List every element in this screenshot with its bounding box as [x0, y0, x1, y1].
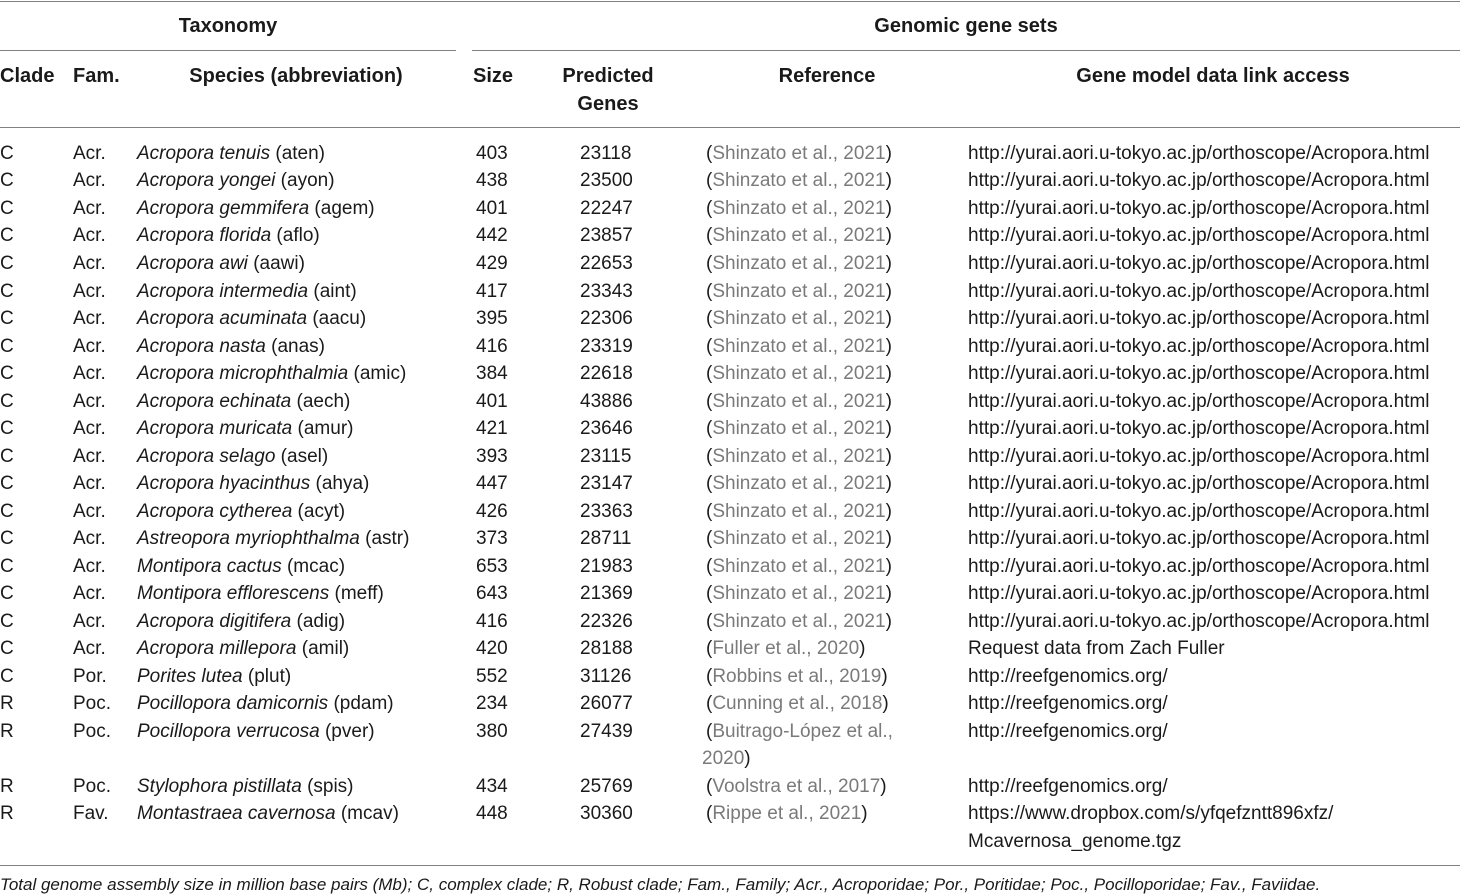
cell-reference[interactable]: (Shinzato et al., 2021) — [706, 611, 892, 632]
data-link[interactable]: http://yurai.aori.u-tokyo.ac.jp/orthoscope/Acropora.html — [968, 336, 1430, 357]
cell-species — [137, 336, 325, 358]
reference-link[interactable]: Shinzato et al., 2021 — [712, 583, 886, 604]
cell-species — [137, 666, 291, 688]
species-binomial-genus: Acropora — [137, 336, 215, 357]
reference-link[interactable]: Shinzato et al., 2021 — [712, 308, 886, 329]
cell-family: Acr. — [73, 528, 106, 549]
reference-link[interactable]: Shinzato et al., 2021 — [712, 336, 886, 357]
table-footnote: Total genome assembly size in million base pairs (Mb); C, complex clade; R, Robust clade; Fam., Family; Acr., Acroporidae; Por., Poritidae; Poc., Pocilloporidae; Fav., Faviidae. — [0, 875, 1321, 894]
species-binomial-epithet: digitifera — [219, 611, 292, 632]
cell-reference[interactable]: (Shinzato et al., 2021) — [706, 473, 892, 494]
cell-reference[interactable]: (Shinzato et al., 2021) — [706, 336, 892, 357]
species-abbreviation: (pdam) — [333, 693, 394, 714]
cell-species — [137, 281, 357, 303]
reference-link[interactable]: Shinzato et al., 2021 — [712, 143, 886, 164]
species-binomial-genus: Acropora — [137, 281, 215, 302]
species-abbreviation: (aflo) — [276, 225, 320, 246]
cell-predicted-genes: 43886 — [580, 391, 633, 412]
col-header-reference: Reference — [778, 65, 876, 87]
data-access-note: Request data from Zach Fuller — [968, 638, 1225, 659]
cell-predicted-genes: 23118 — [580, 143, 632, 164]
species-binomial-epithet: lutea — [201, 666, 243, 687]
species-binomial-epithet: verrucosa — [236, 721, 320, 742]
cell-size: 643 — [476, 583, 508, 604]
data-link[interactable]: http://yurai.aori.u-tokyo.ac.jp/orthoscope/Acropora.html — [968, 170, 1430, 191]
cell-clade: C — [0, 556, 14, 577]
species-binomial-genus: Acropora — [137, 308, 215, 329]
species-binomial-genus: Acropora — [137, 225, 215, 246]
cell-size: 434 — [476, 776, 508, 797]
species-binomial-epithet: tenuis — [219, 143, 271, 164]
cell-size: 653 — [476, 556, 508, 577]
cell-size: 384 — [476, 363, 508, 384]
cell-predicted-genes: 23646 — [580, 418, 633, 439]
species-abbreviation: (agem) — [314, 198, 375, 219]
reference-link[interactable]: Shinzato et al., 2021 — [712, 473, 886, 494]
cell-reference[interactable]: (Shinzato et al., 2021) — [706, 501, 892, 522]
species-abbreviation: (mcav) — [340, 803, 399, 824]
species-binomial-epithet: florida — [219, 225, 272, 246]
cell-predicted-genes: 30360 — [580, 803, 633, 824]
species-binomial-genus: Montipora — [137, 583, 222, 604]
cell-reference[interactable]: (Shinzato et al., 2021) — [706, 308, 892, 329]
cell-clade: R — [0, 693, 14, 714]
species-binomial-epithet: awi — [219, 253, 248, 274]
cell-reference[interactable]: (Shinzato et al., 2021) — [706, 446, 892, 467]
species-binomial-genus: Acropora — [137, 143, 215, 164]
cell-size: 395 — [476, 308, 508, 329]
reference-link[interactable]: Shinzato et al., 2021 — [712, 556, 886, 577]
reference-link[interactable]: Shinzato et al., 2021 — [712, 281, 886, 302]
cell-family: Poc. — [73, 693, 112, 714]
cell-clade: C — [0, 501, 14, 522]
cell-species — [137, 308, 366, 330]
species-binomial-genus: Acropora — [137, 363, 215, 384]
cell-predicted-genes: 23857 — [580, 225, 633, 246]
species-binomial-epithet: echinata — [219, 391, 292, 412]
species-abbreviation: (aint) — [313, 281, 357, 302]
cell-reference[interactable]: (Shinzato et al., 2021) — [706, 528, 892, 549]
data-link[interactable]: http://reefgenomics.org/ — [968, 776, 1168, 797]
cell-size: 448 — [476, 803, 508, 824]
species-binomial-epithet: myriophthalma — [235, 528, 360, 549]
cell-reference[interactable]: (Buitrago-López et al., — [706, 721, 893, 742]
cell-species — [137, 253, 305, 275]
data-link-continued[interactable]: Mcavernosa_genome.tgz — [968, 831, 1182, 852]
species-abbreviation: (ahya) — [315, 473, 370, 494]
cell-predicted-genes: 31126 — [580, 666, 632, 687]
cell-family: Acr. — [73, 556, 106, 577]
cell-predicted-genes: 23319 — [580, 336, 633, 357]
top-rule — [0, 1, 1460, 2]
cell-predicted-genes: 22306 — [580, 308, 633, 329]
data-link[interactable]: http://yurai.aori.u-tokyo.ac.jp/orthoscope/Acropora.html — [968, 198, 1430, 219]
cell-size: 401 — [476, 198, 508, 219]
species-binomial-epithet: intermedia — [219, 281, 309, 302]
reference-link[interactable]: Buitrago-López et al., — [712, 721, 893, 742]
species-abbreviation: (amil) — [301, 638, 350, 659]
cell-species — [137, 170, 335, 192]
cell-predicted-genes: 22618 — [580, 363, 633, 384]
cell-reference[interactable]: (Shinzato et al., 2021) — [706, 583, 892, 604]
cell-reference[interactable]: (Shinzato et al., 2021) — [706, 418, 892, 439]
data-link[interactable]: http://yurai.aori.u-tokyo.ac.jp/orthoscope/Acropora.html — [968, 308, 1430, 329]
cell-clade: R — [0, 803, 14, 824]
cell-species — [137, 225, 320, 247]
species-binomial-epithet: efflorescens — [226, 583, 330, 604]
cell-family: Acr. — [73, 253, 106, 274]
cell-predicted-genes: 23343 — [580, 281, 633, 302]
cell-predicted-genes: 28711 — [580, 528, 632, 549]
reference-link[interactable]: Fuller et al., 2020 — [712, 638, 860, 659]
cell-family: Acr. — [73, 501, 106, 522]
cell-size: 373 — [476, 528, 508, 549]
cell-species — [137, 693, 394, 715]
cell-family: Acr. — [73, 308, 106, 329]
cell-clade: C — [0, 418, 14, 439]
cell-species — [137, 638, 349, 660]
cell-size: 420 — [476, 638, 508, 659]
cell-size: 416 — [476, 336, 508, 357]
cell-species — [137, 198, 375, 220]
cell-size: 447 — [476, 473, 508, 494]
data-link[interactable]: http://yurai.aori.u-tokyo.ac.jp/orthoscope/Acropora.html — [968, 363, 1430, 384]
cell-clade: C — [0, 170, 14, 191]
data-link[interactable]: http://reefgenomics.org/ — [968, 666, 1168, 687]
cell-size: 416 — [476, 611, 508, 632]
data-link[interactable]: http://yurai.aori.u-tokyo.ac.jp/orthoscope/Acropora.html — [968, 253, 1430, 274]
cell-family: Acr. — [73, 611, 106, 632]
species-abbreviation: (astr) — [365, 528, 410, 549]
data-link[interactable]: http://yurai.aori.u-tokyo.ac.jp/orthoscope/Acropora.html — [968, 418, 1430, 439]
cell-family: Acr. — [73, 418, 106, 439]
cell-clade: C — [0, 473, 14, 494]
species-binomial-genus: Pocillopora — [137, 693, 231, 714]
col-header-link: Gene model data link access — [1076, 65, 1350, 87]
cell-family: Acr. — [73, 281, 106, 302]
col-header-size: Size — [472, 65, 514, 87]
cell-family: Acr. — [73, 363, 106, 384]
cell-size: 417 — [476, 281, 508, 302]
species-binomial-epithet: pistillata — [233, 776, 302, 797]
cell-clade: R — [0, 721, 14, 742]
species-abbreviation: (acyt) — [297, 501, 346, 522]
cell-family: Acr. — [73, 198, 106, 219]
col-header-clade: Clade — [0, 65, 55, 87]
cell-family: Acr. — [73, 143, 106, 164]
reference-link[interactable]: Cunning et al., 2018 — [712, 693, 883, 714]
species-binomial-epithet: millepora — [219, 638, 297, 659]
species-binomial-genus: Acropora — [137, 170, 215, 191]
cell-clade: C — [0, 611, 14, 632]
cell-clade: C — [0, 225, 14, 246]
cell-predicted-genes: 22326 — [580, 611, 633, 632]
species-binomial-epithet: yongei — [219, 170, 276, 191]
cell-family: Acr. — [73, 446, 106, 467]
cell-clade: C — [0, 198, 14, 219]
cell-predicted-genes: 23115 — [580, 446, 632, 467]
cell-species — [137, 528, 409, 550]
cell-reference[interactable]: (Shinzato et al., 2021) — [706, 198, 892, 219]
cell-species — [137, 721, 375, 743]
reference-link[interactable]: Shinzato et al., 2021 — [712, 611, 886, 632]
species-abbreviation: (asel) — [280, 446, 329, 467]
species-binomial-epithet: cactus — [226, 556, 282, 577]
cell-family: Acr. — [73, 225, 106, 246]
species-abbreviation: (aten) — [275, 143, 326, 164]
col-header-family: Fam. — [73, 65, 120, 87]
cell-clade: C — [0, 446, 14, 467]
cell-reference[interactable]: (Shinzato et al., 2021) — [706, 170, 892, 191]
reference-link[interactable]: Shinzato et al., 2021 — [712, 391, 886, 412]
cell-predicted-genes: 21983 — [580, 556, 633, 577]
cell-family: Acr. — [73, 583, 106, 604]
col-header-species: Species (abbreviation) — [189, 65, 403, 87]
data-link[interactable]: http://yurai.aori.u-tokyo.ac.jp/orthoscope/Acropora.html — [968, 391, 1430, 412]
data-link[interactable]: http://yurai.aori.u-tokyo.ac.jp/orthoscope/Acropora.html — [968, 501, 1430, 522]
species-binomial-genus: Montastraea — [137, 803, 243, 824]
data-link[interactable]: http://yurai.aori.u-tokyo.ac.jp/orthoscope/Acropora.html — [968, 556, 1430, 577]
cell-predicted-genes: 22653 — [580, 253, 633, 274]
species-abbreviation: (aacu) — [312, 308, 367, 329]
species-abbreviation: (anas) — [271, 336, 326, 357]
species-binomial-genus: Pocillopora — [137, 721, 231, 742]
data-link[interactable]: http://yurai.aori.u-tokyo.ac.jp/orthoscope/Acropora.html — [968, 528, 1430, 549]
species-binomial-epithet: nasta — [219, 336, 266, 357]
cell-size: 421 — [476, 418, 508, 439]
cell-size: 401 — [476, 391, 508, 412]
species-binomial-genus: Astreopora — [137, 528, 230, 549]
cell-clade: C — [0, 583, 14, 604]
cell-family: Fav. — [73, 803, 109, 824]
cell-clade: C — [0, 528, 14, 549]
table-bottom-rule — [0, 865, 1460, 866]
cell-reference[interactable]: (Fuller et al., 2020) — [706, 638, 866, 659]
cell-size: 442 — [476, 225, 508, 246]
species-abbreviation: (adig) — [296, 611, 346, 632]
cell-clade: C — [0, 281, 14, 302]
cell-predicted-genes: 23500 — [580, 170, 633, 191]
cell-clade: C — [0, 143, 14, 164]
reference-link[interactable]: Shinzato et al., 2021 — [712, 253, 886, 274]
data-link[interactable]: http://yurai.aori.u-tokyo.ac.jp/orthoscope/Acropora.html — [968, 225, 1430, 246]
species-binomial-genus: Montipora — [137, 556, 222, 577]
species-binomial-epithet: cytherea — [219, 501, 293, 522]
col-header-genes: Genes — [577, 93, 639, 115]
cell-clade: C — [0, 638, 14, 659]
cell-family: Acr. — [73, 638, 106, 659]
reference-link[interactable]: Shinzato et al., 2021 — [712, 528, 886, 549]
cell-reference[interactable]: (Shinzato et al., 2021) — [706, 225, 892, 246]
cell-species — [137, 556, 345, 578]
cell-species — [137, 776, 354, 798]
cell-family: Acr. — [73, 391, 106, 412]
reference-link[interactable]: Shinzato et al., 2021 — [712, 501, 886, 522]
data-link[interactable]: http://yurai.aori.u-tokyo.ac.jp/orthoscope/Acropora.html — [968, 446, 1430, 467]
cell-reference[interactable]: (Shinzato et al., 2021) — [706, 363, 892, 384]
cell-predicted-genes: 22247 — [580, 198, 633, 219]
cell-reference[interactable]: (Shinzato et al., 2021) — [706, 391, 892, 412]
cell-species — [137, 446, 328, 468]
cell-species — [137, 143, 325, 165]
cell-family: Poc. — [73, 721, 112, 742]
species-binomial-epithet: hyacinthus — [219, 473, 311, 494]
species-abbreviation: (pver) — [324, 721, 375, 742]
species-binomial-genus: Acropora — [137, 473, 215, 494]
genomic-group-header: Genomic gene sets — [874, 15, 1058, 37]
species-binomial-epithet: damicornis — [236, 693, 329, 714]
reference-link[interactable]: Robbins et al., 2019 — [712, 666, 882, 687]
species-binomial-genus: Stylophora — [137, 776, 228, 797]
genomic-underline — [472, 50, 1460, 51]
species-abbreviation: (spis) — [307, 776, 354, 797]
cell-predicted-genes: 28188 — [580, 638, 633, 659]
cell-species — [137, 583, 384, 605]
reference-link[interactable]: Shinzato et al., 2021 — [712, 225, 886, 246]
cell-species — [137, 391, 350, 413]
cell-species — [137, 473, 369, 495]
species-binomial-genus: Acropora — [137, 611, 215, 632]
species-binomial-epithet: gemmifera — [219, 198, 310, 219]
species-abbreviation: (ayon) — [280, 170, 335, 191]
cell-size: 429 — [476, 253, 508, 274]
cell-reference[interactable]: (Rippe et al., 2021) — [706, 803, 868, 824]
cell-family: Por. — [73, 666, 107, 687]
species-abbreviation: (meff) — [334, 583, 384, 604]
species-binomial-genus: Porites — [137, 666, 197, 687]
species-binomial-genus: Acropora — [137, 501, 215, 522]
cell-size: 234 — [476, 693, 508, 714]
taxonomy-underline — [0, 50, 456, 51]
cell-predicted-genes: 26077 — [580, 693, 633, 714]
data-link[interactable]: http://yurai.aori.u-tokyo.ac.jp/orthoscope/Acropora.html — [968, 143, 1430, 164]
data-link[interactable]: http://yurai.aori.u-tokyo.ac.jp/orthoscope/Acropora.html — [968, 611, 1430, 632]
reference-link[interactable]: Shinzato et al., 2021 — [712, 170, 886, 191]
reference-link[interactable]: Shinzato et al., 2021 — [712, 363, 886, 384]
species-abbreviation: (amur) — [297, 418, 354, 439]
cell-clade: C — [0, 391, 14, 412]
taxonomy-group-header: Taxonomy — [178, 15, 278, 37]
cell-family: Acr. — [73, 170, 106, 191]
cell-species — [137, 418, 353, 440]
species-binomial-genus: Acropora — [137, 418, 215, 439]
species-binomial-epithet: muricata — [219, 418, 293, 439]
reference-link[interactable]: Shinzato et al., 2021 — [712, 418, 886, 439]
reference-link[interactable]: Shinzato et al., 2021 — [712, 198, 886, 219]
reference-link[interactable]: Rippe et al., 2021 — [712, 803, 862, 824]
cell-size: 426 — [476, 501, 508, 522]
reference-link[interactable]: Shinzato et al., 2021 — [712, 446, 886, 467]
species-binomial-genus: Acropora — [137, 198, 215, 219]
data-link[interactable]: https://www.dropbox.com/s/yfqefzntt896xfz/ — [968, 803, 1334, 824]
cell-reference[interactable]: (Robbins et al., 2019) — [706, 666, 888, 687]
data-link[interactable]: http://yurai.aori.u-tokyo.ac.jp/orthoscope/Acropora.html — [968, 473, 1430, 494]
cell-reference[interactable]: (Shinzato et al., 2021) — [706, 143, 892, 164]
cell-clade: C — [0, 336, 14, 357]
data-link[interactable]: http://yurai.aori.u-tokyo.ac.jp/orthoscope/Acropora.html — [968, 583, 1430, 604]
cell-species — [137, 803, 399, 825]
cell-reference[interactable]: (Shinzato et al., 2021) — [706, 253, 892, 274]
data-link[interactable]: http://reefgenomics.org/ — [968, 721, 1168, 742]
species-binomial-genus: Acropora — [137, 253, 215, 274]
cell-reference[interactable]: (Shinzato et al., 2021) — [706, 281, 892, 302]
species-abbreviation: (mcac) — [286, 556, 346, 577]
species-binomial-genus: Acropora — [137, 638, 215, 659]
cell-size: 552 — [476, 666, 508, 687]
data-link[interactable]: http://reefgenomics.org/ — [968, 693, 1168, 714]
species-abbreviation: (amic) — [353, 363, 407, 384]
cell-clade: C — [0, 253, 14, 274]
cell-predicted-genes: 25769 — [580, 776, 633, 797]
cell-predicted-genes: 21369 — [580, 583, 633, 604]
species-abbreviation: (plut) — [247, 666, 292, 687]
header-bottom-rule — [0, 127, 1460, 128]
cell-clade: C — [0, 666, 14, 687]
cell-size: 380 — [476, 721, 508, 742]
cell-clade: C — [0, 363, 14, 384]
cell-size: 393 — [476, 446, 508, 467]
cell-predicted-genes: 23363 — [580, 501, 633, 522]
data-link[interactable]: http://yurai.aori.u-tokyo.ac.jp/orthoscope/Acropora.html — [968, 281, 1430, 302]
reference-link-continued[interactable]: 2020 — [702, 748, 745, 769]
species-binomial-epithet: acuminata — [219, 308, 308, 329]
species-abbreviation: (aech) — [296, 391, 351, 412]
cell-reference-continued[interactable]: 2020) — [702, 748, 751, 769]
species-binomial-genus: Acropora — [137, 446, 215, 467]
cell-family: Acr. — [73, 336, 106, 357]
cell-family: Acr. — [73, 473, 106, 494]
cell-predicted-genes: 27439 — [580, 721, 633, 742]
species-abbreviation: (aawi) — [253, 253, 305, 274]
cell-clade: C — [0, 308, 14, 329]
cell-reference[interactable]: (Voolstra et al., 2017) — [706, 776, 887, 797]
cell-reference[interactable]: (Shinzato et al., 2021) — [706, 556, 892, 577]
cell-size: 438 — [476, 170, 508, 191]
species-binomial-epithet: microphthalmia — [219, 363, 349, 384]
reference-link[interactable]: Voolstra et al., 2017 — [712, 776, 881, 797]
cell-species — [137, 611, 345, 633]
cell-species — [137, 363, 406, 385]
cell-size: 403 — [476, 143, 508, 164]
species-binomial-epithet: selago — [219, 446, 276, 467]
species-binomial-epithet: cavernosa — [247, 803, 336, 824]
cell-clade: R — [0, 776, 14, 797]
col-header-predicted: Predicted — [562, 65, 654, 87]
cell-species — [137, 501, 345, 523]
cell-predicted-genes: 23147 — [580, 473, 633, 494]
cell-family: Poc. — [73, 776, 112, 797]
cell-reference[interactable]: (Cunning et al., 2018) — [706, 693, 889, 714]
species-binomial-genus: Acropora — [137, 391, 215, 412]
